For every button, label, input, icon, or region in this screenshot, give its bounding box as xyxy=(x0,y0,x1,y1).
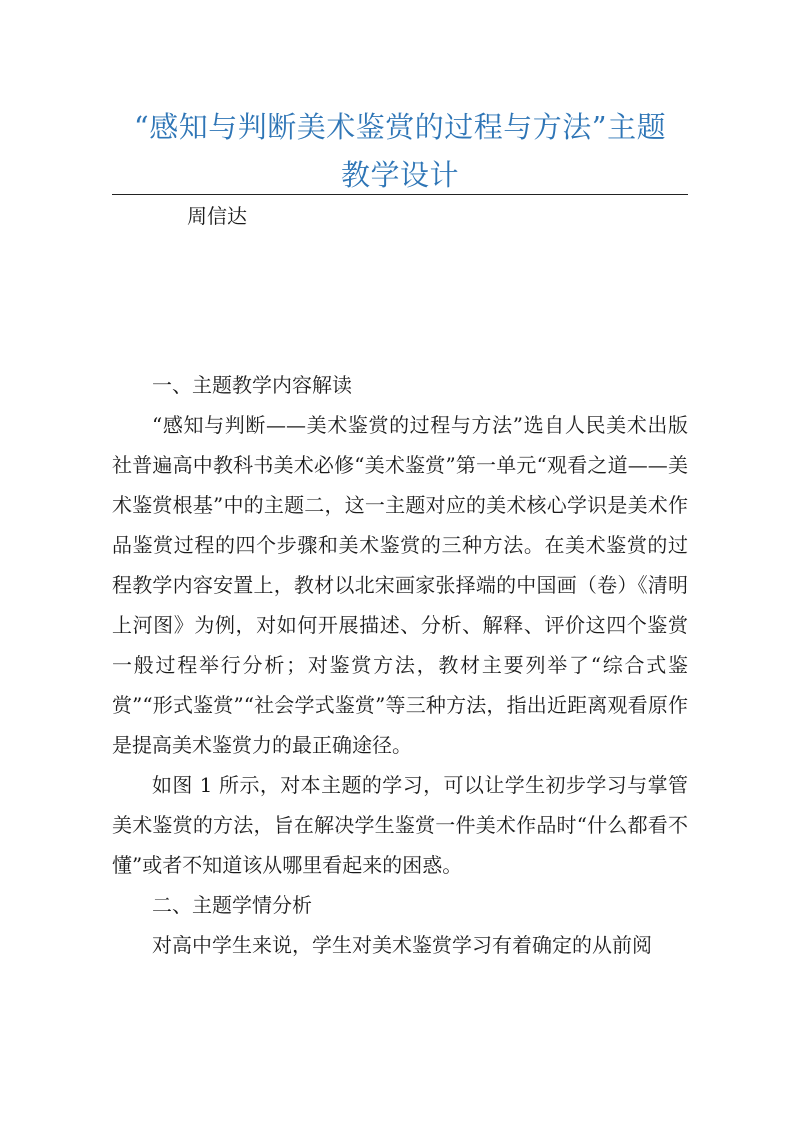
section-heading-2: 二、主题学情分析 xyxy=(152,893,312,917)
document-title xyxy=(112,103,688,199)
paragraph-2: 如图 1 所示，对本主题的学习，可以让学生初步学习与掌管美术鉴赏的方法，旨在解决学生鉴赏一件美术作品时“什么都看不懂”或者不知道该从哪里看起来的困惑。 xyxy=(112,773,688,877)
paragraph-1: “感知与判断——美术鉴赏的过程与方法”选自人民美术出版社普遍高中教科书美术必修“美术鉴赏”第一单元“观看之道——美术鉴赏根基”中的主题二，这一主题对应的美术核心学识是美术作品鉴赏过程的四个步骤和美术鉴赏的三种方法。在美术鉴赏的过程教学内容安置上，教材以北宋画家张择端的中国画（卷）《清明上河图》为例，对如何开展描述、分析、解释、评价这四个鉴赏一般过程举行分析；对鉴赏方法，教材主要列举了“综合式鉴赏”“形式鉴赏”“社会学式鉴赏”等三种方法，指出近距离观看原作是提高美术鉴赏力的最正确途径。 xyxy=(112,413,688,757)
title-line-1: “感知与判断美术鉴赏的过程与方法”主题 xyxy=(133,110,667,144)
author-name: 周信达 xyxy=(187,204,247,228)
title-line-2: 教学设计 xyxy=(340,158,459,192)
title-divider xyxy=(112,194,688,195)
paragraph-3: 对高中学生来说，学生对美术鉴赏学习有着确定的从前阅 xyxy=(152,933,652,957)
document-body xyxy=(112,365,688,965)
section-heading-1: 一、主题教学内容解读 xyxy=(152,373,352,397)
